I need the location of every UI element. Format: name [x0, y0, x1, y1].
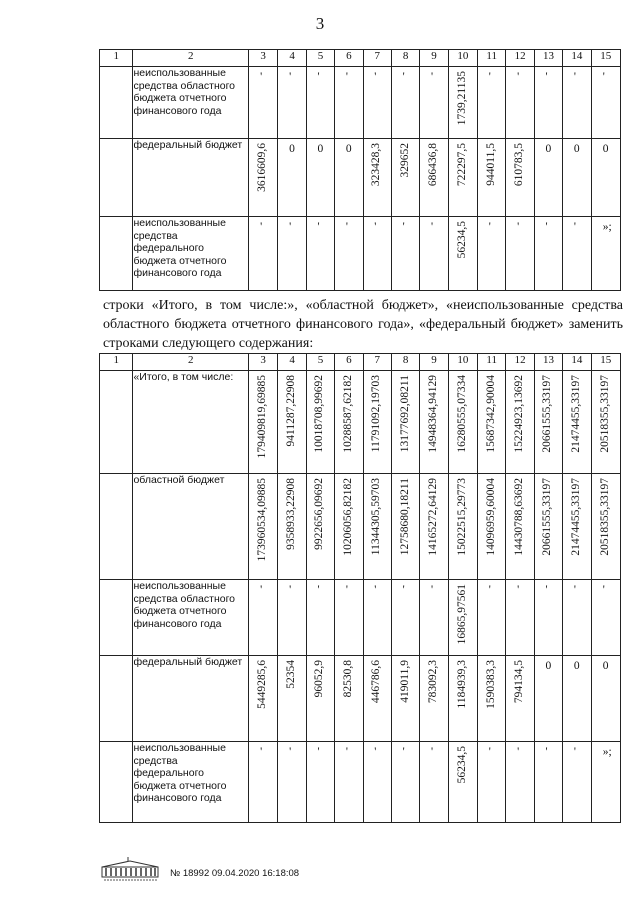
value-cell [363, 656, 391, 742]
value-text: 0 [602, 143, 609, 155]
value-text: ' [317, 71, 320, 83]
value-text: 21474455,33197 [569, 478, 582, 556]
value-text: ' [289, 584, 292, 596]
value-text: 20518355,33197 [598, 375, 611, 453]
value-text: 944011,5 [484, 143, 497, 186]
value-cell [248, 742, 277, 823]
value-text: 20518355,33197 [598, 478, 611, 556]
value-cell [591, 656, 620, 742]
header-cell: 14 [563, 50, 591, 67]
value-text: ' [317, 746, 320, 758]
value-cell [248, 474, 277, 580]
value-text: 14948364,94129 [426, 375, 439, 453]
value-text: 10206056,82182 [341, 478, 354, 556]
value-text: ' [488, 584, 491, 596]
value-cell [363, 474, 391, 580]
value-text: 96052,9 [313, 660, 326, 698]
value-cell [506, 742, 534, 823]
value-cell [506, 371, 534, 474]
value-cell [563, 580, 591, 656]
value-text: ' [260, 746, 263, 758]
table-row [100, 474, 621, 580]
value-cell [563, 742, 591, 823]
value-text: ' [545, 71, 548, 83]
value-cell [363, 217, 391, 291]
value-text: 16865,97561 [455, 584, 468, 645]
table-row [100, 580, 621, 656]
value-cell [306, 67, 334, 139]
value-text: 0 [573, 143, 580, 155]
header-cell: 4 [278, 354, 306, 371]
value-cell [248, 371, 277, 474]
table-row [100, 139, 621, 217]
header-cell: 13 [534, 354, 562, 371]
value-cell [591, 474, 620, 580]
value-cell [563, 371, 591, 474]
value-text: ' [289, 746, 292, 758]
header-cell: 12 [506, 50, 534, 67]
value-text: 329652 [398, 143, 411, 178]
emblem-stamp [100, 855, 162, 890]
header-cell: 8 [391, 50, 419, 67]
row-label: неиспользованные средства федерального бюджета отчетного финансового года [133, 742, 249, 823]
header-cell: 5 [306, 50, 334, 67]
value-text: ' [545, 221, 548, 233]
value-text: 610783,5 [513, 143, 526, 187]
header-cell: 13 [534, 50, 562, 67]
value-text: ' [345, 746, 348, 758]
value-text: ' [573, 584, 576, 596]
value-text: ' [402, 221, 405, 233]
value-cell [278, 474, 306, 580]
row-number-cell [100, 742, 133, 823]
value-text: 0 [573, 660, 580, 672]
value-text: 0 [602, 660, 609, 672]
value-cell [478, 371, 506, 474]
value-cell [534, 742, 562, 823]
value-cell [335, 474, 363, 580]
value-cell [420, 67, 448, 139]
value-text: ' [289, 221, 292, 233]
value-text: ' [374, 71, 377, 83]
value-cell [248, 67, 277, 139]
header-cell: 6 [335, 50, 363, 67]
row-label: областной бюджет [133, 474, 249, 580]
page-number: 3 [315, 14, 325, 33]
value-cell [335, 742, 363, 823]
header-cell: 5 [306, 354, 334, 371]
value-cell [478, 139, 506, 217]
value-text: 0 [545, 143, 552, 155]
value-cell [534, 580, 562, 656]
value-cell [591, 742, 620, 823]
header-cell: 15 [591, 354, 620, 371]
value-cell [420, 580, 448, 656]
header-cell: 10 [448, 50, 477, 67]
value-text: ' [260, 221, 263, 233]
value-cell [363, 742, 391, 823]
value-text: ' [488, 221, 491, 233]
header-cell: 11 [478, 354, 506, 371]
value-cell [563, 656, 591, 742]
header-cell: 4 [278, 50, 306, 67]
value-text: ' [545, 746, 548, 758]
value-text: 15224923,13692 [513, 375, 526, 453]
value-cell [591, 371, 620, 474]
value-cell [248, 139, 277, 217]
table-row [100, 217, 621, 291]
value-text: 1739,21135 [455, 71, 468, 126]
value-text: 323428,3 [370, 143, 383, 187]
header-cell: 7 [363, 50, 391, 67]
value-cell [391, 67, 419, 139]
value-text: ' [488, 746, 491, 758]
value-text: 15687342,90004 [484, 375, 497, 453]
row-number-cell [100, 580, 133, 656]
value-text: ' [517, 71, 520, 83]
value-text: 14096959,60004 [484, 478, 497, 556]
value-text: 56234,5 [455, 746, 468, 784]
row-label: неиспользованные средства областного бюджета отчетного финансового года [133, 580, 249, 656]
header-cell: 9 [420, 50, 448, 67]
value-cell [506, 67, 534, 139]
value-text: 11344305,59703 [370, 478, 383, 556]
value-cell [306, 474, 334, 580]
value-text: 9411287,22908 [285, 375, 298, 447]
value-text: 0 [545, 660, 552, 672]
paragraph-instruction: строки «Итого, в том числе:», «областной бюджет», «неиспользованные средства областного бюджета отчетного финансового года», «федеральный бюджет» заменить строками следующего содержания: [103, 298, 623, 351]
value-cell [306, 580, 334, 656]
header-cell: 10 [448, 354, 477, 371]
value-cell [534, 217, 562, 291]
row-number-cell [100, 139, 133, 217]
value-cell [420, 474, 448, 580]
value-cell [278, 371, 306, 474]
value-cell [478, 742, 506, 823]
value-cell [478, 656, 506, 742]
value-cell [448, 742, 477, 823]
value-text: 686436,8 [426, 143, 439, 187]
value-text: »; [602, 221, 612, 233]
value-cell [278, 656, 306, 742]
row-number-cell [100, 474, 133, 580]
table-row [100, 656, 621, 742]
value-text: ' [602, 71, 605, 83]
value-text: 179409819,69885 [256, 375, 269, 459]
value-cell [248, 217, 277, 291]
value-cell [506, 580, 534, 656]
row-number-cell [100, 656, 133, 742]
value-cell [563, 217, 591, 291]
value-text: 20661555,33197 [541, 478, 554, 556]
value-text: 56234,5 [455, 221, 468, 259]
value-text: ' [602, 584, 605, 596]
value-text: ' [573, 746, 576, 758]
value-cell [306, 371, 334, 474]
value-text: 9922656,09692 [313, 478, 326, 550]
value-text: ' [517, 584, 520, 596]
value-cell [506, 474, 534, 580]
value-cell [420, 371, 448, 474]
value-cell [335, 580, 363, 656]
value-cell [448, 67, 477, 139]
value-text: ' [345, 71, 348, 83]
value-cell [506, 217, 534, 291]
value-text: ' [345, 221, 348, 233]
value-cell [448, 217, 477, 291]
value-text: 783092,3 [426, 660, 439, 704]
header-cell: 2 [133, 50, 249, 67]
header-cell: 8 [391, 354, 419, 371]
value-text: 11791092,19703 [370, 375, 383, 453]
value-text: ' [317, 221, 320, 233]
value-text: ' [517, 221, 520, 233]
value-cell [591, 67, 620, 139]
value-text: 82530,8 [341, 660, 354, 698]
value-text: 14430788,63692 [513, 478, 526, 556]
value-text: 1590383,3 [484, 660, 497, 709]
value-text: 16280555,07334 [455, 375, 468, 453]
value-cell [335, 371, 363, 474]
value-cell [563, 67, 591, 139]
table-header-row [100, 50, 621, 67]
value-cell [534, 67, 562, 139]
value-cell [363, 67, 391, 139]
value-cell [420, 742, 448, 823]
value-cell [363, 371, 391, 474]
value-cell [248, 580, 277, 656]
value-text: ' [374, 746, 377, 758]
value-cell [534, 139, 562, 217]
value-cell [591, 217, 620, 291]
value-text: 10018708,99692 [313, 375, 326, 453]
header-cell: 7 [363, 354, 391, 371]
value-cell [448, 139, 477, 217]
header-cell: 3 [248, 50, 277, 67]
value-text: 12758680,18211 [398, 478, 411, 556]
table-row [100, 67, 621, 139]
value-cell [335, 656, 363, 742]
value-cell [363, 139, 391, 217]
value-text: ' [430, 71, 434, 83]
value-cell [278, 67, 306, 139]
value-cell [420, 217, 448, 291]
value-cell [478, 474, 506, 580]
table-row [100, 742, 621, 823]
value-text: ' [430, 221, 434, 233]
value-cell [534, 371, 562, 474]
value-cell [391, 656, 419, 742]
value-text: ' [573, 221, 576, 233]
value-text: 0 [345, 143, 352, 155]
value-cell [278, 580, 306, 656]
value-cell [363, 580, 391, 656]
value-cell [448, 474, 477, 580]
value-text: ' [374, 584, 377, 596]
row-number-cell [100, 371, 133, 474]
value-text: ' [573, 71, 576, 83]
value-text: 14165272,64129 [426, 478, 439, 556]
value-text: 5449285,6 [256, 660, 269, 709]
row-label: неиспользованные средства федерального бюджета отчетного финансового года [133, 217, 249, 291]
value-text: ' [402, 71, 405, 83]
value-text: 3616609,6 [256, 143, 269, 192]
value-text: ' [517, 746, 520, 758]
value-text: 13177692,08211 [398, 375, 411, 453]
table-header-row [100, 354, 621, 371]
value-text: 446786,6 [370, 660, 383, 704]
value-cell [391, 217, 419, 291]
header-cell: 12 [506, 354, 534, 371]
header-cell: 1 [100, 354, 133, 371]
header-cell: 11 [478, 50, 506, 67]
value-cell [306, 742, 334, 823]
value-text: 0 [317, 143, 324, 155]
value-text: 1184939,3 [455, 660, 468, 709]
document-footer: № 18992 09.04.2020 16:18:08 [170, 868, 300, 879]
table-bottom [99, 353, 621, 823]
value-cell [335, 139, 363, 217]
value-text: ' [260, 71, 263, 83]
header-cell: 3 [248, 354, 277, 371]
value-text: 794134,5 [513, 660, 526, 704]
value-text: »; [602, 746, 612, 758]
value-text: ' [545, 584, 548, 596]
value-text: ' [402, 584, 405, 596]
value-text: ' [374, 221, 377, 233]
value-cell [278, 217, 306, 291]
value-cell [391, 742, 419, 823]
value-text: 15022515,29773 [455, 478, 468, 556]
value-text: ' [317, 584, 320, 596]
value-text: 9358933,22908 [285, 478, 298, 550]
value-cell [563, 474, 591, 580]
value-text: 21474455,33197 [569, 375, 582, 453]
header-cell: 1 [100, 50, 133, 67]
value-cell [335, 67, 363, 139]
header-cell: 9 [420, 354, 448, 371]
value-cell [306, 139, 334, 217]
value-text: 10288587,62182 [341, 375, 354, 453]
table-top [99, 49, 621, 291]
value-cell [248, 656, 277, 742]
value-text: ' [345, 584, 348, 596]
value-cell [420, 139, 448, 217]
value-text: ' [488, 71, 491, 83]
value-cell [506, 139, 534, 217]
value-cell [391, 139, 419, 217]
value-text: ' [289, 71, 292, 83]
value-cell [391, 580, 419, 656]
value-cell [563, 139, 591, 217]
value-cell [478, 580, 506, 656]
row-label: «Итого, в том числе: [133, 371, 249, 474]
row-number-cell [100, 217, 133, 291]
value-cell [478, 217, 506, 291]
value-cell [478, 67, 506, 139]
header-cell: 6 [335, 354, 363, 371]
value-text: 419011,9 [398, 660, 411, 703]
header-cell: 14 [563, 354, 591, 371]
value-cell [420, 656, 448, 742]
header-cell: 15 [591, 50, 620, 67]
value-cell [591, 139, 620, 217]
value-text: ' [260, 584, 263, 596]
value-text: 52354 [285, 660, 298, 689]
value-cell [534, 656, 562, 742]
value-text: 173960534,09885 [256, 478, 269, 562]
value-cell [534, 474, 562, 580]
value-cell [591, 580, 620, 656]
value-cell [278, 742, 306, 823]
value-text: 722297,5 [455, 143, 468, 187]
row-label: федеральный бюджет [133, 656, 249, 742]
value-text: ' [430, 746, 434, 758]
value-cell [278, 139, 306, 217]
value-text: ' [430, 584, 434, 596]
row-label: неиспользованные средства областного бюджета отчетного финансового года [133, 67, 249, 139]
value-cell [306, 656, 334, 742]
value-cell [448, 580, 477, 656]
row-label: федеральный бюджет [133, 139, 249, 217]
header-cell: 2 [133, 354, 249, 371]
value-cell [335, 217, 363, 291]
value-cell [391, 474, 419, 580]
row-number-cell [100, 67, 133, 139]
value-cell [448, 371, 477, 474]
value-text: 0 [289, 143, 295, 155]
value-cell [391, 371, 419, 474]
table-row [100, 371, 621, 474]
value-cell [448, 656, 477, 742]
value-cell [306, 217, 334, 291]
value-text: 20661555,33197 [541, 375, 554, 453]
value-cell [506, 656, 534, 742]
value-text: ' [402, 746, 405, 758]
